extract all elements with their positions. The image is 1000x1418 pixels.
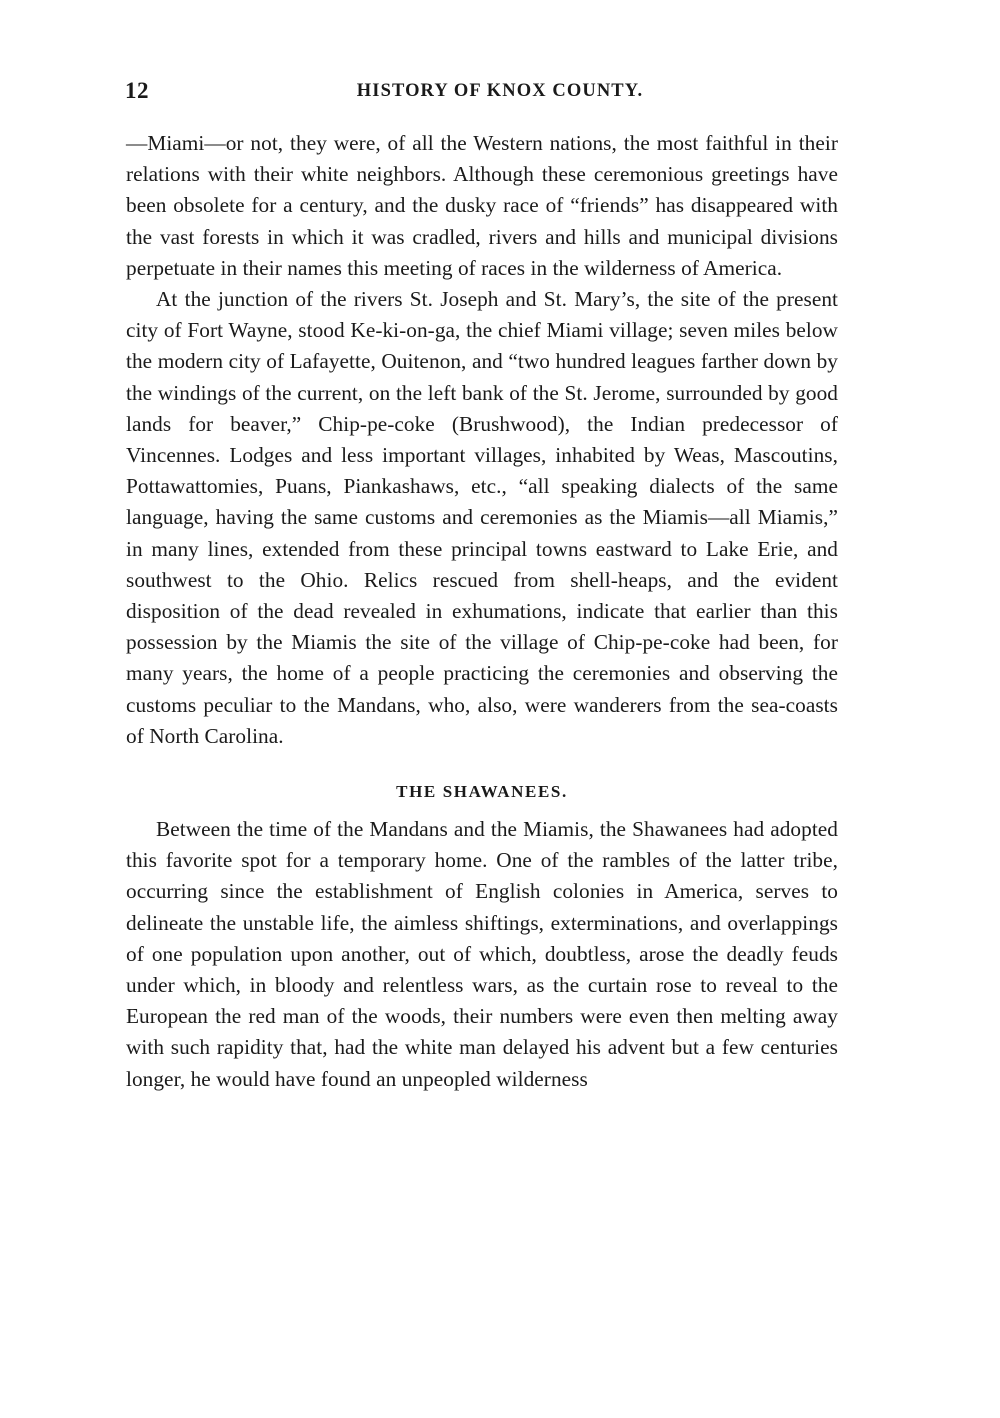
page-number: 12 bbox=[125, 78, 149, 103]
paragraph-1: —Miami—or not, they were, of all the Western nations, the most faithful in their relations with their white neighbors. Although these ceremonious greetings have been obsolete for a century, and the dusky race of “friends” has disappeared with the vast forests in which it was cradled, rivers and hills and municipal divisions perpetuate in their names this meeting of races in the wilderness of America. bbox=[126, 131, 838, 280]
page-header bbox=[125, 78, 875, 108]
paragraph-3: Between the time of the Mandans and the Miamis, the Shawanees had adopted this favorite spot for a temporary home. One of the rambles of the latter tribe, occurring since the establishment of English colonies in America, serves to delineate the unstable life, the aimless shiftings, exterminations, and overlappings of one population upon another, out of which, doubtless, arose the deadly feuds under which, in bloody and relentless wars, as the curtain rose to reveal to the European the red man of the woods, their numbers were even then melting away with such rapidity that, had the white man delayed his advent but a few centuries longer, he would have found an unpeopled wilderness bbox=[126, 817, 838, 1091]
body-text-column bbox=[126, 128, 838, 1095]
section-heading: THE SHAWANEES. bbox=[396, 782, 568, 802]
running-title: HISTORY OF KNOX COUNTY. bbox=[356, 81, 644, 101]
paragraph-2: At the junction of the rivers St. Joseph and St. Mary’s, the site of the present city of Fort Wayne, stood Ke-ki-on-ga, the chief Miami village; seven miles below the modern city of Lafayette, Ouitenon, and “two hundred leagues farther down by the windings of the current, on the left bank of the St. Jerome, surrounded by good lands for beaver,” Chip-pe-coke (Brushwood), the Indian predecessor of Vincennes. Lodges and less important villages, inhabited by Weas, Mascoutins, Pottawattomies, Puans, Piankashaws, etc., “all speaking dialects of the same language, having the same customs and ceremonies as the Miamis—all Miamis,” in many lines, extended from these principal towns eastward to Lake Erie, and southwest to the Ohio. Relics rescued from shell-heaps, and the evident disposition of the dead revealed in exhumations, indicate that earlier than this possession by the Miamis the site of the village of Chip-pe-coke had been, for many years, the home of a people practicing the ceremonies and observing the customs peculiar to the Mandans, who, also, were wanderers from the sea-coasts of North Carolina. bbox=[126, 287, 838, 748]
